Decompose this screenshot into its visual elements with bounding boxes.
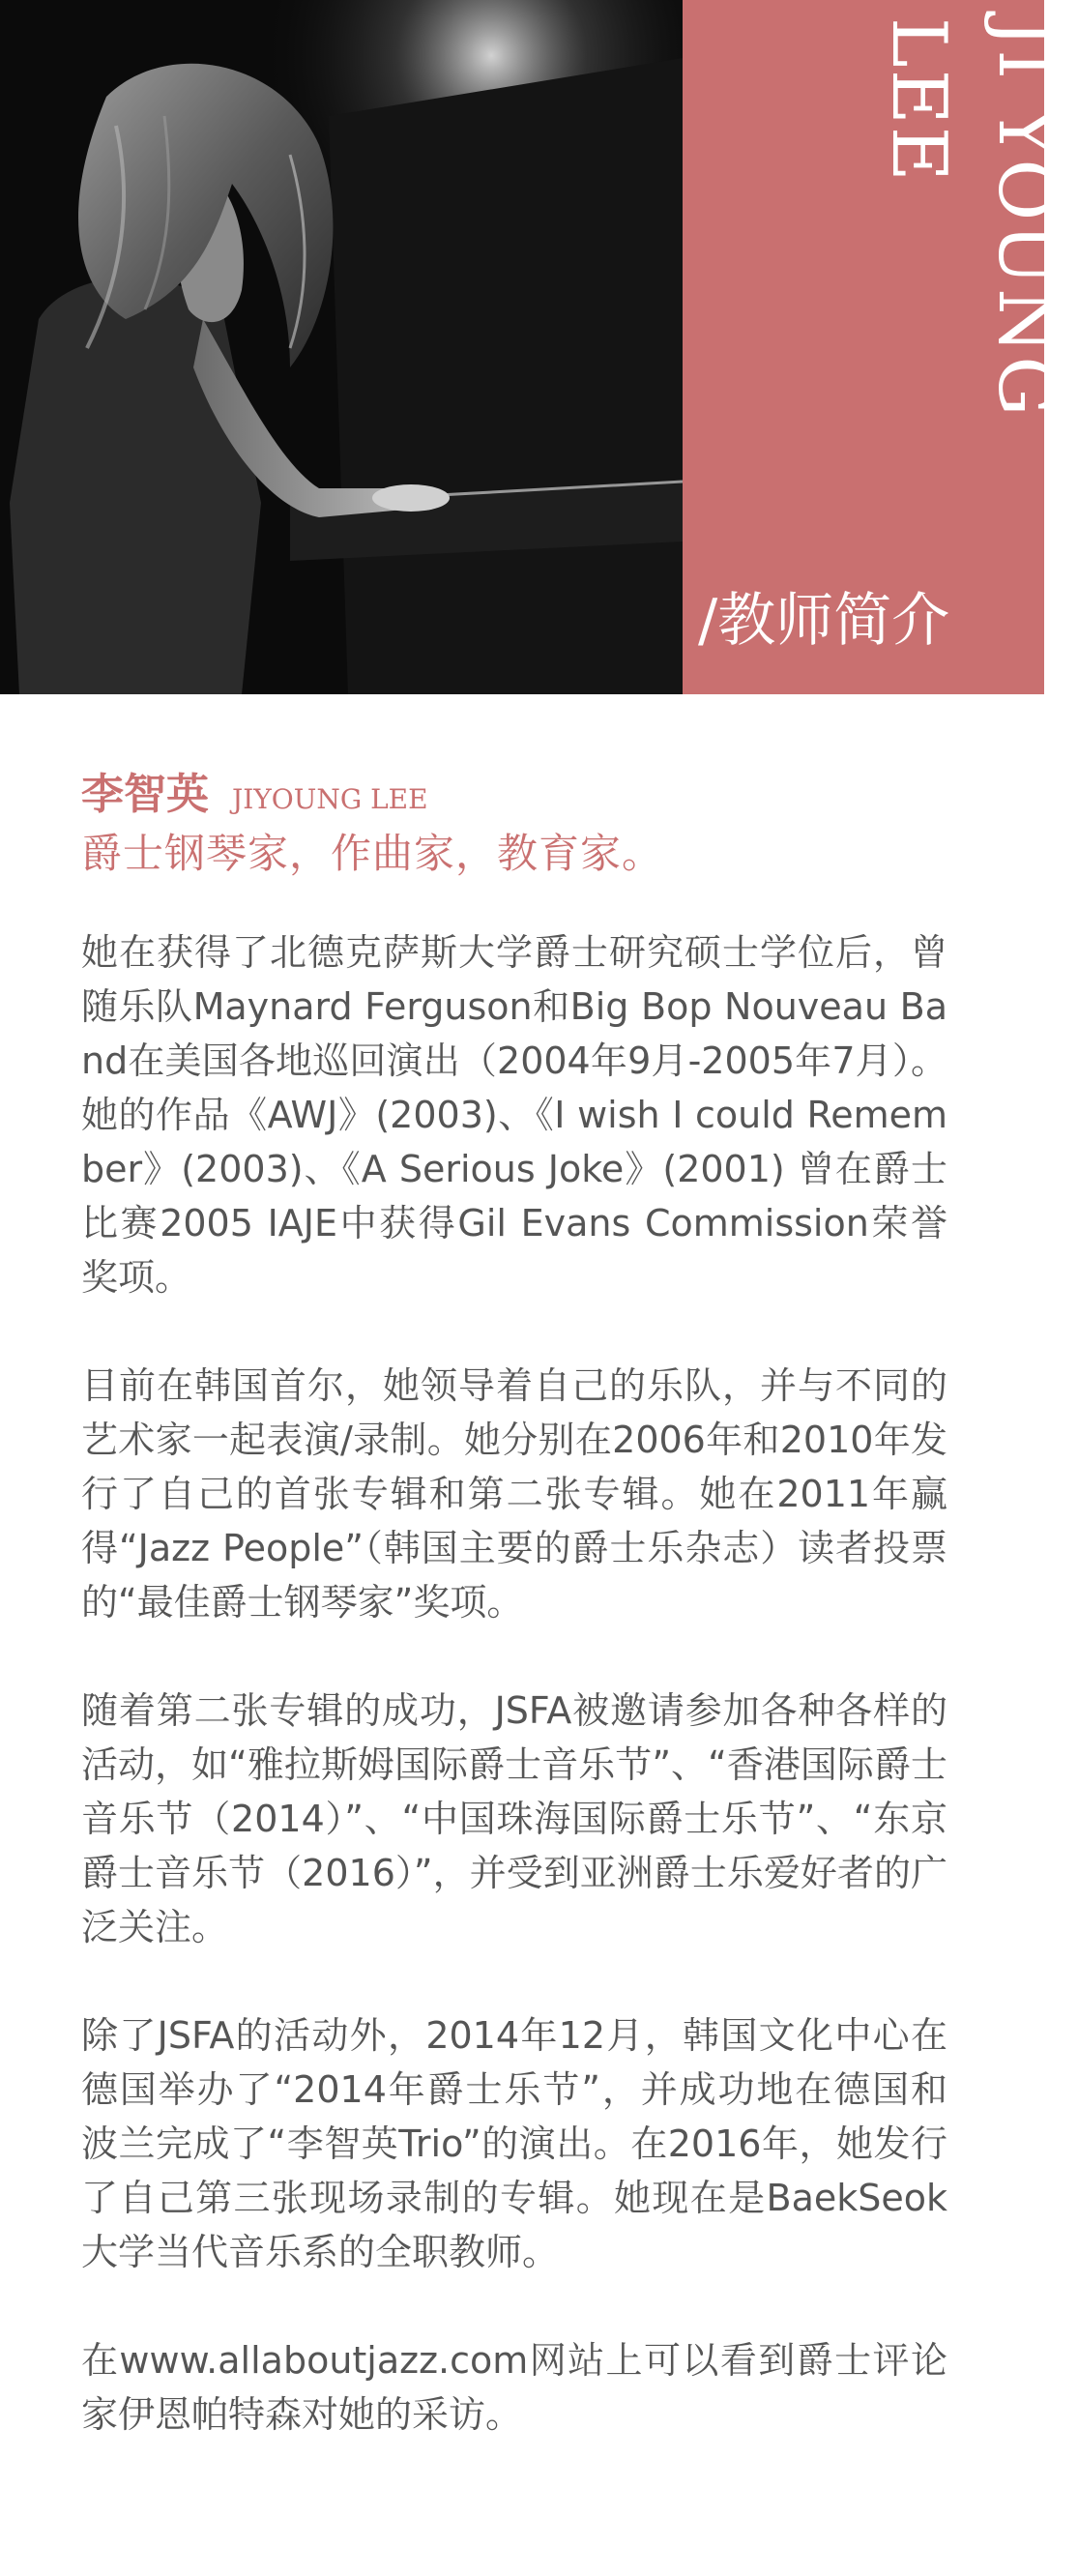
bio-paragraph-5: 在www.allaboutjazz.com网站上可以看到爵士评论家伊恩帕特森对她的采访。 xyxy=(81,2339,947,2436)
bio-paragraph-2: 目前在韩国首尔，她领导着自己的乐队，并与不同的艺术家一起表演/录制。她分别在2006年和2010年发行了自己的首张专辑和第二张专辑。她在2011年赢得“Jazz People”（韩国主要的爵士乐杂志）读者投票的“最佳爵士钢琴家”奖项。 xyxy=(81,1364,947,1624)
profile-content xyxy=(81,759,947,2442)
pianist-photo xyxy=(0,0,683,694)
vertical-name: JI YOUNG LEE xyxy=(875,17,1068,419)
bio-paragraph-1: 她在获得了北德克萨斯大学爵士研究硕士学位后，曾随乐队Maynard Ferguson和Big Bop Nouveau Band在美国各地巡回演出（2004年9月-2005年7月）。她的作品《AWJ》(2003)、《I wish I could Remember》(2003)、《A Serious Joke》(2001) 曾在爵士比赛2005 IAJE中获得Gil Evans Commission荣誉奖项。 xyxy=(81,931,947,1299)
pianist-photo-illustration xyxy=(0,0,683,694)
profile-title: 爵士钢琴家，作曲家，教育家。 xyxy=(81,830,664,877)
name-row xyxy=(81,759,947,817)
bio-paragraph-3: 随着第二张专辑的成功，JSFA被邀请参加各种各样的活动，如“雅拉斯姆国际爵士音乐节”、“香港国际爵士音乐节（2014）”、“中国珠海国际爵士乐节”、“东京爵士音乐节（2016）”，并受到亚洲爵士乐爱好者的广泛关注。 xyxy=(81,1689,947,1948)
hero-banner xyxy=(0,0,1068,694)
name-english: JIYOUNG LEE xyxy=(232,783,428,815)
section-label: /教师简介 xyxy=(698,587,950,655)
bio-paragraph-4: 除了JSFA的活动外，2014年12月，韩国文化中心在德国举办了“2014年爵士乐节”，并成功地在德国和波兰完成了“李智英Trio”的演出。在2016年，她发行了自己第三张现场录制的专辑。她现在是BaekSeok大学当代音乐系的全职教师。 xyxy=(81,2014,947,2273)
name-chinese: 李智英 xyxy=(81,770,209,819)
